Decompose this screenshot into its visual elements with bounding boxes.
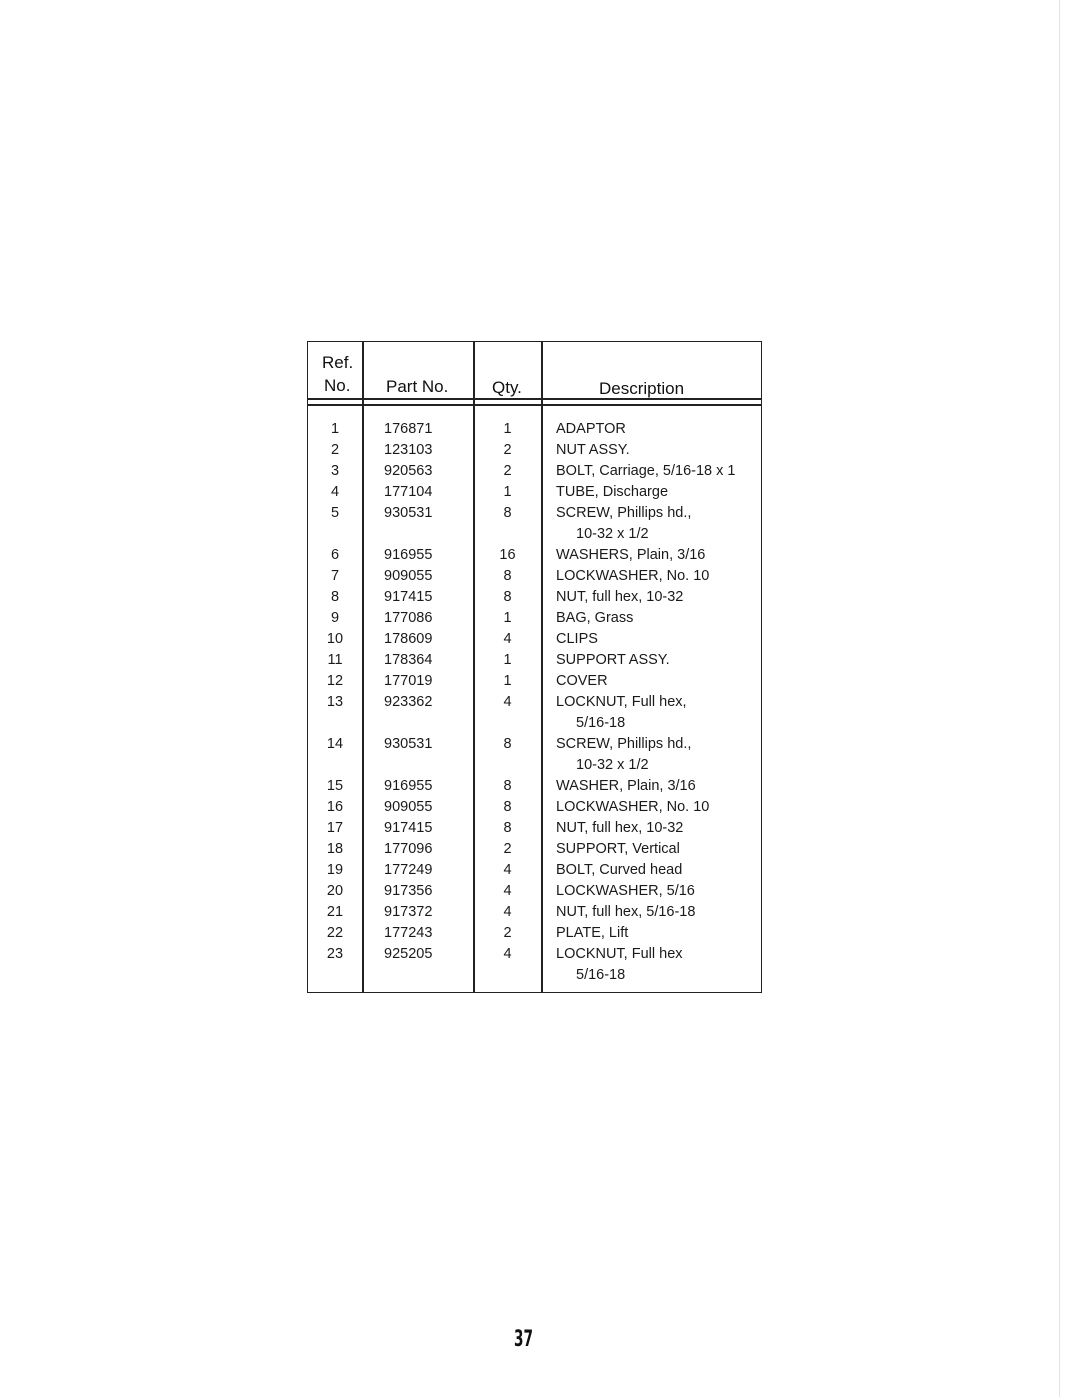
description-continued: 10-32 x 1/2 xyxy=(576,526,649,542)
part-number: 177096 xyxy=(384,841,433,857)
description: ADAPTOR xyxy=(556,421,626,437)
ref-number: 5 xyxy=(330,505,340,521)
quantity: 4 xyxy=(503,631,512,647)
quantity: 4 xyxy=(503,904,512,920)
description: NUT, full hex, 10-32 xyxy=(556,820,684,836)
part-number: 925205 xyxy=(384,946,433,962)
ref-number: 23 xyxy=(326,946,344,962)
part-number: 917415 xyxy=(384,589,433,605)
description: NUT ASSY. xyxy=(556,442,630,458)
ref-number: 6 xyxy=(330,547,340,563)
header-description: Description xyxy=(599,379,685,398)
ref-number: 21 xyxy=(326,904,344,920)
description-continued: 5/16-18 xyxy=(576,967,626,983)
quantity: 4 xyxy=(503,946,512,962)
quantity: 1 xyxy=(503,673,512,689)
table-row xyxy=(308,860,761,881)
header-rule-bottom xyxy=(308,404,761,406)
ref-number: 20 xyxy=(326,883,344,899)
description: BOLT, Carriage, 5/16-18 x 1 xyxy=(556,463,736,479)
table-row xyxy=(308,923,761,944)
table-body xyxy=(308,419,761,986)
description: COVER xyxy=(556,673,608,689)
table-row xyxy=(308,944,761,986)
quantity: 1 xyxy=(503,652,512,668)
table-row xyxy=(308,839,761,860)
quantity: 4 xyxy=(503,883,512,899)
part-number: 917372 xyxy=(384,904,433,920)
ref-number: 12 xyxy=(326,673,344,689)
part-number: 909055 xyxy=(384,568,433,584)
part-number: 923362 xyxy=(384,694,433,710)
table-row xyxy=(308,650,761,671)
table-row xyxy=(308,734,761,776)
ref-number: 15 xyxy=(326,778,344,794)
table-row xyxy=(308,797,761,818)
table-row xyxy=(308,776,761,797)
description: WASHERS, Plain, 3/16 xyxy=(556,547,706,563)
description: CLIPS xyxy=(556,631,598,647)
part-number: 909055 xyxy=(384,799,433,815)
description: SUPPORT ASSY. xyxy=(556,652,670,668)
ref-number: 10 xyxy=(326,631,344,647)
quantity: 8 xyxy=(503,568,512,584)
table-row xyxy=(308,461,761,482)
description: SCREW, Phillips hd., xyxy=(556,736,692,752)
part-number: 930531 xyxy=(384,505,433,521)
quantity: 8 xyxy=(503,778,512,794)
description: BOLT, Curved head xyxy=(556,862,683,878)
header-ref-line1: Ref. xyxy=(322,353,354,372)
part-number: 176871 xyxy=(384,421,433,437)
table-row xyxy=(308,881,761,902)
description: NUT, full hex, 5/16-18 xyxy=(556,904,696,920)
quantity: 16 xyxy=(499,547,516,563)
ref-number: 16 xyxy=(326,799,344,815)
description: WASHER, Plain, 3/16 xyxy=(556,778,696,794)
table-row xyxy=(308,671,761,692)
table-row xyxy=(308,566,761,587)
quantity: 4 xyxy=(503,862,512,878)
table-row xyxy=(308,440,761,461)
part-number: 920563 xyxy=(384,463,433,479)
table-row xyxy=(308,482,761,503)
description: LOCKNUT, Full hex xyxy=(556,946,683,962)
ref-number: 1 xyxy=(330,421,340,437)
scan-edge-line xyxy=(1059,0,1060,1397)
table-row xyxy=(308,545,761,566)
part-number: 916955 xyxy=(384,547,433,563)
ref-number: 8 xyxy=(330,589,340,605)
part-number: 177243 xyxy=(384,925,433,941)
quantity: 1 xyxy=(503,421,512,437)
table-row xyxy=(308,692,761,734)
quantity: 8 xyxy=(503,799,512,815)
ref-number: 11 xyxy=(327,652,343,668)
description: LOCKWASHER, No. 10 xyxy=(556,799,710,815)
table-row xyxy=(308,608,761,629)
description: SUPPORT, Vertical xyxy=(556,841,680,857)
page-number: 37 xyxy=(514,1327,533,1352)
part-number: 916955 xyxy=(384,778,433,794)
part-number: 178609 xyxy=(384,631,433,647)
part-number: 123103 xyxy=(384,442,433,458)
header-rule-top xyxy=(308,398,761,400)
quantity: 2 xyxy=(503,925,512,941)
table-row xyxy=(308,902,761,923)
ref-number: 3 xyxy=(330,463,340,479)
description: BAG, Grass xyxy=(556,610,634,626)
ref-number: 18 xyxy=(326,841,344,857)
description: LOCKNUT, Full hex, xyxy=(556,694,687,710)
description-continued: 5/16-18 xyxy=(576,715,626,731)
quantity: 2 xyxy=(503,442,512,458)
part-number: 917356 xyxy=(384,883,433,899)
description: NUT, full hex, 10-32 xyxy=(556,589,684,605)
description-continued: 10-32 x 1/2 xyxy=(576,757,649,773)
header-part-no: Part No. xyxy=(386,377,449,396)
description: LOCKWASHER, 5/16 xyxy=(556,883,695,899)
header-ref-line2: No. xyxy=(324,376,351,395)
quantity: 8 xyxy=(503,820,512,836)
table-row xyxy=(308,503,761,545)
part-number: 930531 xyxy=(384,736,433,752)
quantity: 8 xyxy=(503,736,512,752)
part-number: 177249 xyxy=(384,862,433,878)
quantity: 8 xyxy=(503,589,512,605)
header-qty: Qty. xyxy=(492,378,522,397)
quantity: 1 xyxy=(503,484,512,500)
table-row xyxy=(308,818,761,839)
part-number: 917415 xyxy=(384,820,433,836)
table-row xyxy=(308,419,761,440)
quantity: 1 xyxy=(503,610,512,626)
quantity: 8 xyxy=(503,505,512,521)
part-number: 178364 xyxy=(384,652,433,668)
description: LOCKWASHER, No. 10 xyxy=(556,568,710,584)
ref-number: 4 xyxy=(330,484,340,500)
part-number: 177104 xyxy=(384,484,433,500)
part-number: 177086 xyxy=(384,610,433,626)
parts-list-table xyxy=(307,341,762,993)
quantity: 2 xyxy=(503,463,512,479)
ref-number: 9 xyxy=(330,610,340,626)
ref-number: 17 xyxy=(326,820,344,836)
quantity: 2 xyxy=(503,841,512,857)
table-row xyxy=(308,587,761,608)
quantity: 4 xyxy=(503,694,512,710)
table-row xyxy=(308,629,761,650)
ref-number: 2 xyxy=(330,442,340,458)
ref-number: 22 xyxy=(326,925,344,941)
description: SCREW, Phillips hd., xyxy=(556,505,692,521)
ref-number: 19 xyxy=(326,862,344,878)
description: TUBE, Discharge xyxy=(556,484,669,500)
ref-number: 7 xyxy=(330,568,340,584)
ref-number: 13 xyxy=(326,694,344,710)
ref-number: 14 xyxy=(326,736,344,752)
part-number: 177019 xyxy=(384,673,433,689)
description: PLATE, Lift xyxy=(556,925,629,941)
